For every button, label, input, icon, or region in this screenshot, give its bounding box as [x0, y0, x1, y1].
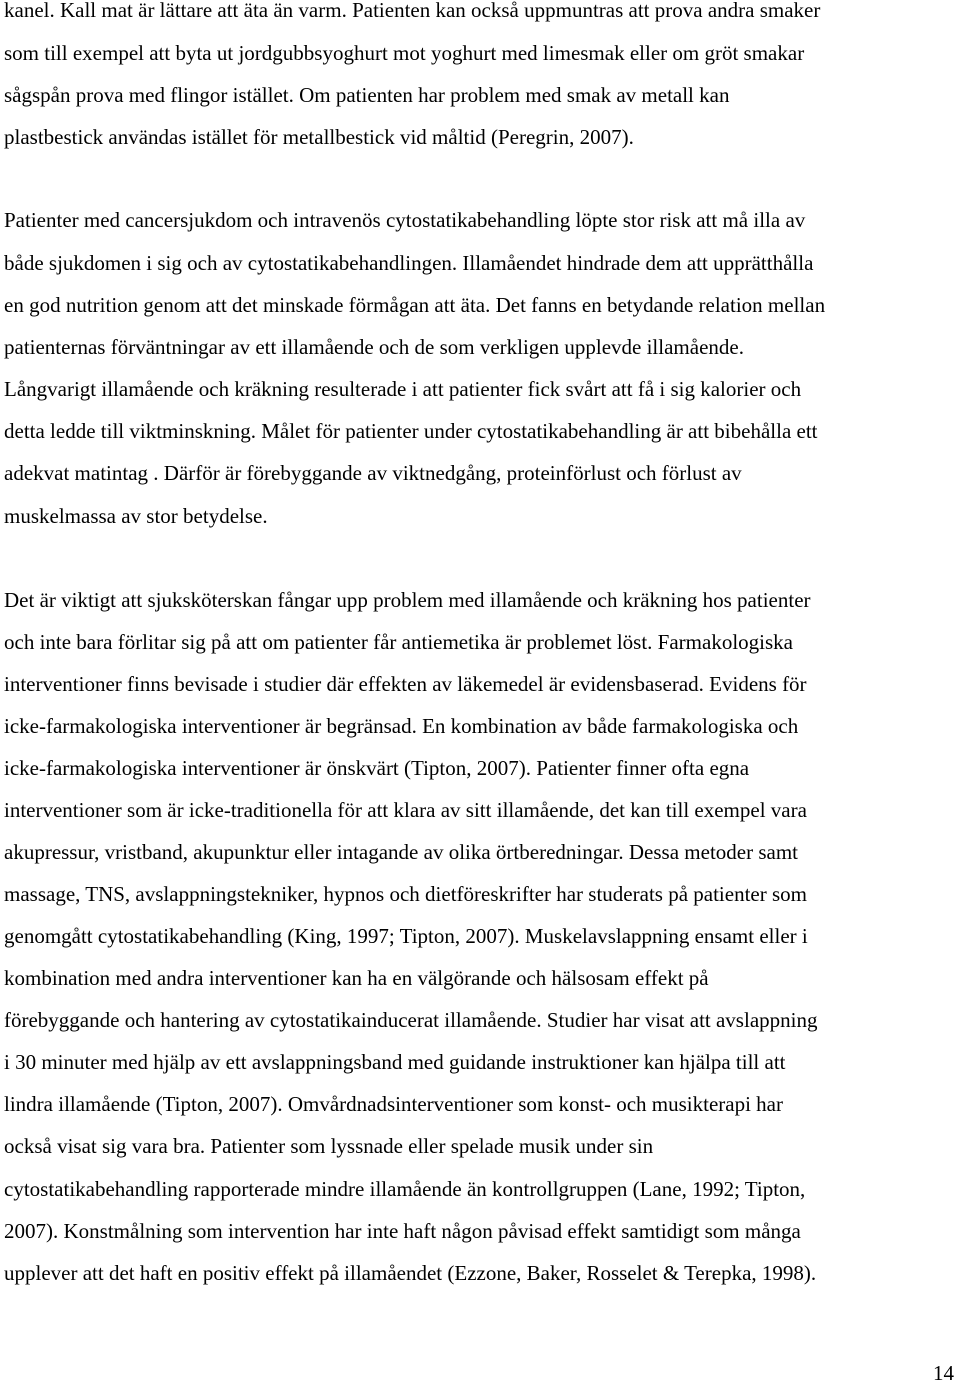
page-number: 14	[933, 1361, 954, 1385]
text-line: genomgått cytostatikabehandling (King, 1997; Tipton, 2007). Muskelavslappning ensamt eller i	[4, 924, 808, 948]
text-line: sågspån prova med flingor istället. Om patienten har problem med smak av metall kan	[4, 83, 730, 107]
text-line: lindra illamående (Tipton, 2007). Omvårdnadsinterventioner som konst- och musikterapi har	[4, 1092, 783, 1116]
text-line: 2007). Konstmålning som intervention har inte haft någon påvisad effekt samtidigt som många	[4, 1219, 801, 1243]
text-line: och inte bara förlitar sig på att om patienter får antiemetika är problemet löst. Farmakologiska	[4, 630, 793, 654]
text-line: också visat sig vara bra. Patienter som lyssnade eller spelade musik under sin	[4, 1134, 654, 1158]
text-line: Patienter med cancersjukdom och intravenös cytostatikabehandling löpte stor risk att må illa av	[4, 208, 806, 232]
text-line: detta ledde till viktminskning. Målet för patienter under cytostatikabehandling är att bibehålla ett	[4, 419, 818, 443]
text-line: akupressur, vristband, akupunktur eller intagande av olika örtberedningar. Dessa metoder samt	[4, 840, 799, 864]
text-line: både sjukdomen i sig och av cytostatikabehandlingen. Illamåendet hindrade dem att upprätthålla	[4, 251, 814, 275]
text-line: i 30 minuter med hjälp av ett avslappningsband med guidande instruktioner kan hjälpa till att	[4, 1050, 786, 1074]
text-line: adekvat matintag . Därför är förebyggande av viktnedgång, proteinförlust och förlust av	[4, 461, 742, 485]
text-line: upplever att det haft en positiv effekt på illamåendet (Ezzone, Baker, Rosselet & Terepka, 1998).	[4, 1261, 817, 1285]
text-line: plastbestick användas istället för metallbestick vid måltid (Peregrin, 2007).	[4, 125, 634, 149]
text-line: icke-farmakologiska interventioner är begränsad. En kombination av både farmakologiska och	[4, 714, 799, 738]
text-line: patienternas förväntningar av ett illamående och de som verkligen upplevde illamående.	[4, 335, 744, 359]
text-line: en god nutrition genom att det minskade förmågan att äta. Det fanns en betydande relation mellan	[4, 293, 826, 317]
text-line: interventioner som är icke-traditionella för att klara av sitt illamående, det kan till exempel vara	[4, 798, 807, 822]
text-line: muskelmassa av stor betydelse.	[4, 504, 268, 528]
text-line: förebyggande och hantering av cytostatikainducerat illamående. Studier har visat att avslappning	[4, 1008, 818, 1032]
text-line: kanel. Kall mat är lättare att äta än varm. Patienten kan också uppmuntras att prova andra smaker	[4, 0, 821, 22]
text-line: kombination med andra interventioner kan ha en välgörande och hälsosam effekt på	[4, 966, 709, 990]
text-line: massage, TNS, avslappningstekniker, hypnos och dietföreskrifter har studerats på patienter som	[4, 882, 807, 906]
text-line: cytostatikabehandling rapporterade mindre illamående än kontrollgruppen (Lane, 1992; Tipton,	[4, 1177, 806, 1201]
text-line: Långvarigt illamående och kräkning resulterade i att patienter fick svårt att få i sig kalorier och	[4, 377, 802, 401]
text-line: interventioner finns bevisade i studier där effekten av läkemedel är evidensbaserad. Evidens för	[4, 672, 807, 696]
text-line: Det är viktigt att sjuksköterskan fångar upp problem med illamående och kräkning hos patienter	[4, 588, 811, 612]
text-line: som till exempel att byta ut jordgubbsyoghurt mot yoghurt med limesmak eller om gröt smakar	[4, 41, 805, 65]
text-line: icke-farmakologiska interventioner är önskvärt (Tipton, 2007). Patienter finner ofta egna	[4, 756, 750, 780]
